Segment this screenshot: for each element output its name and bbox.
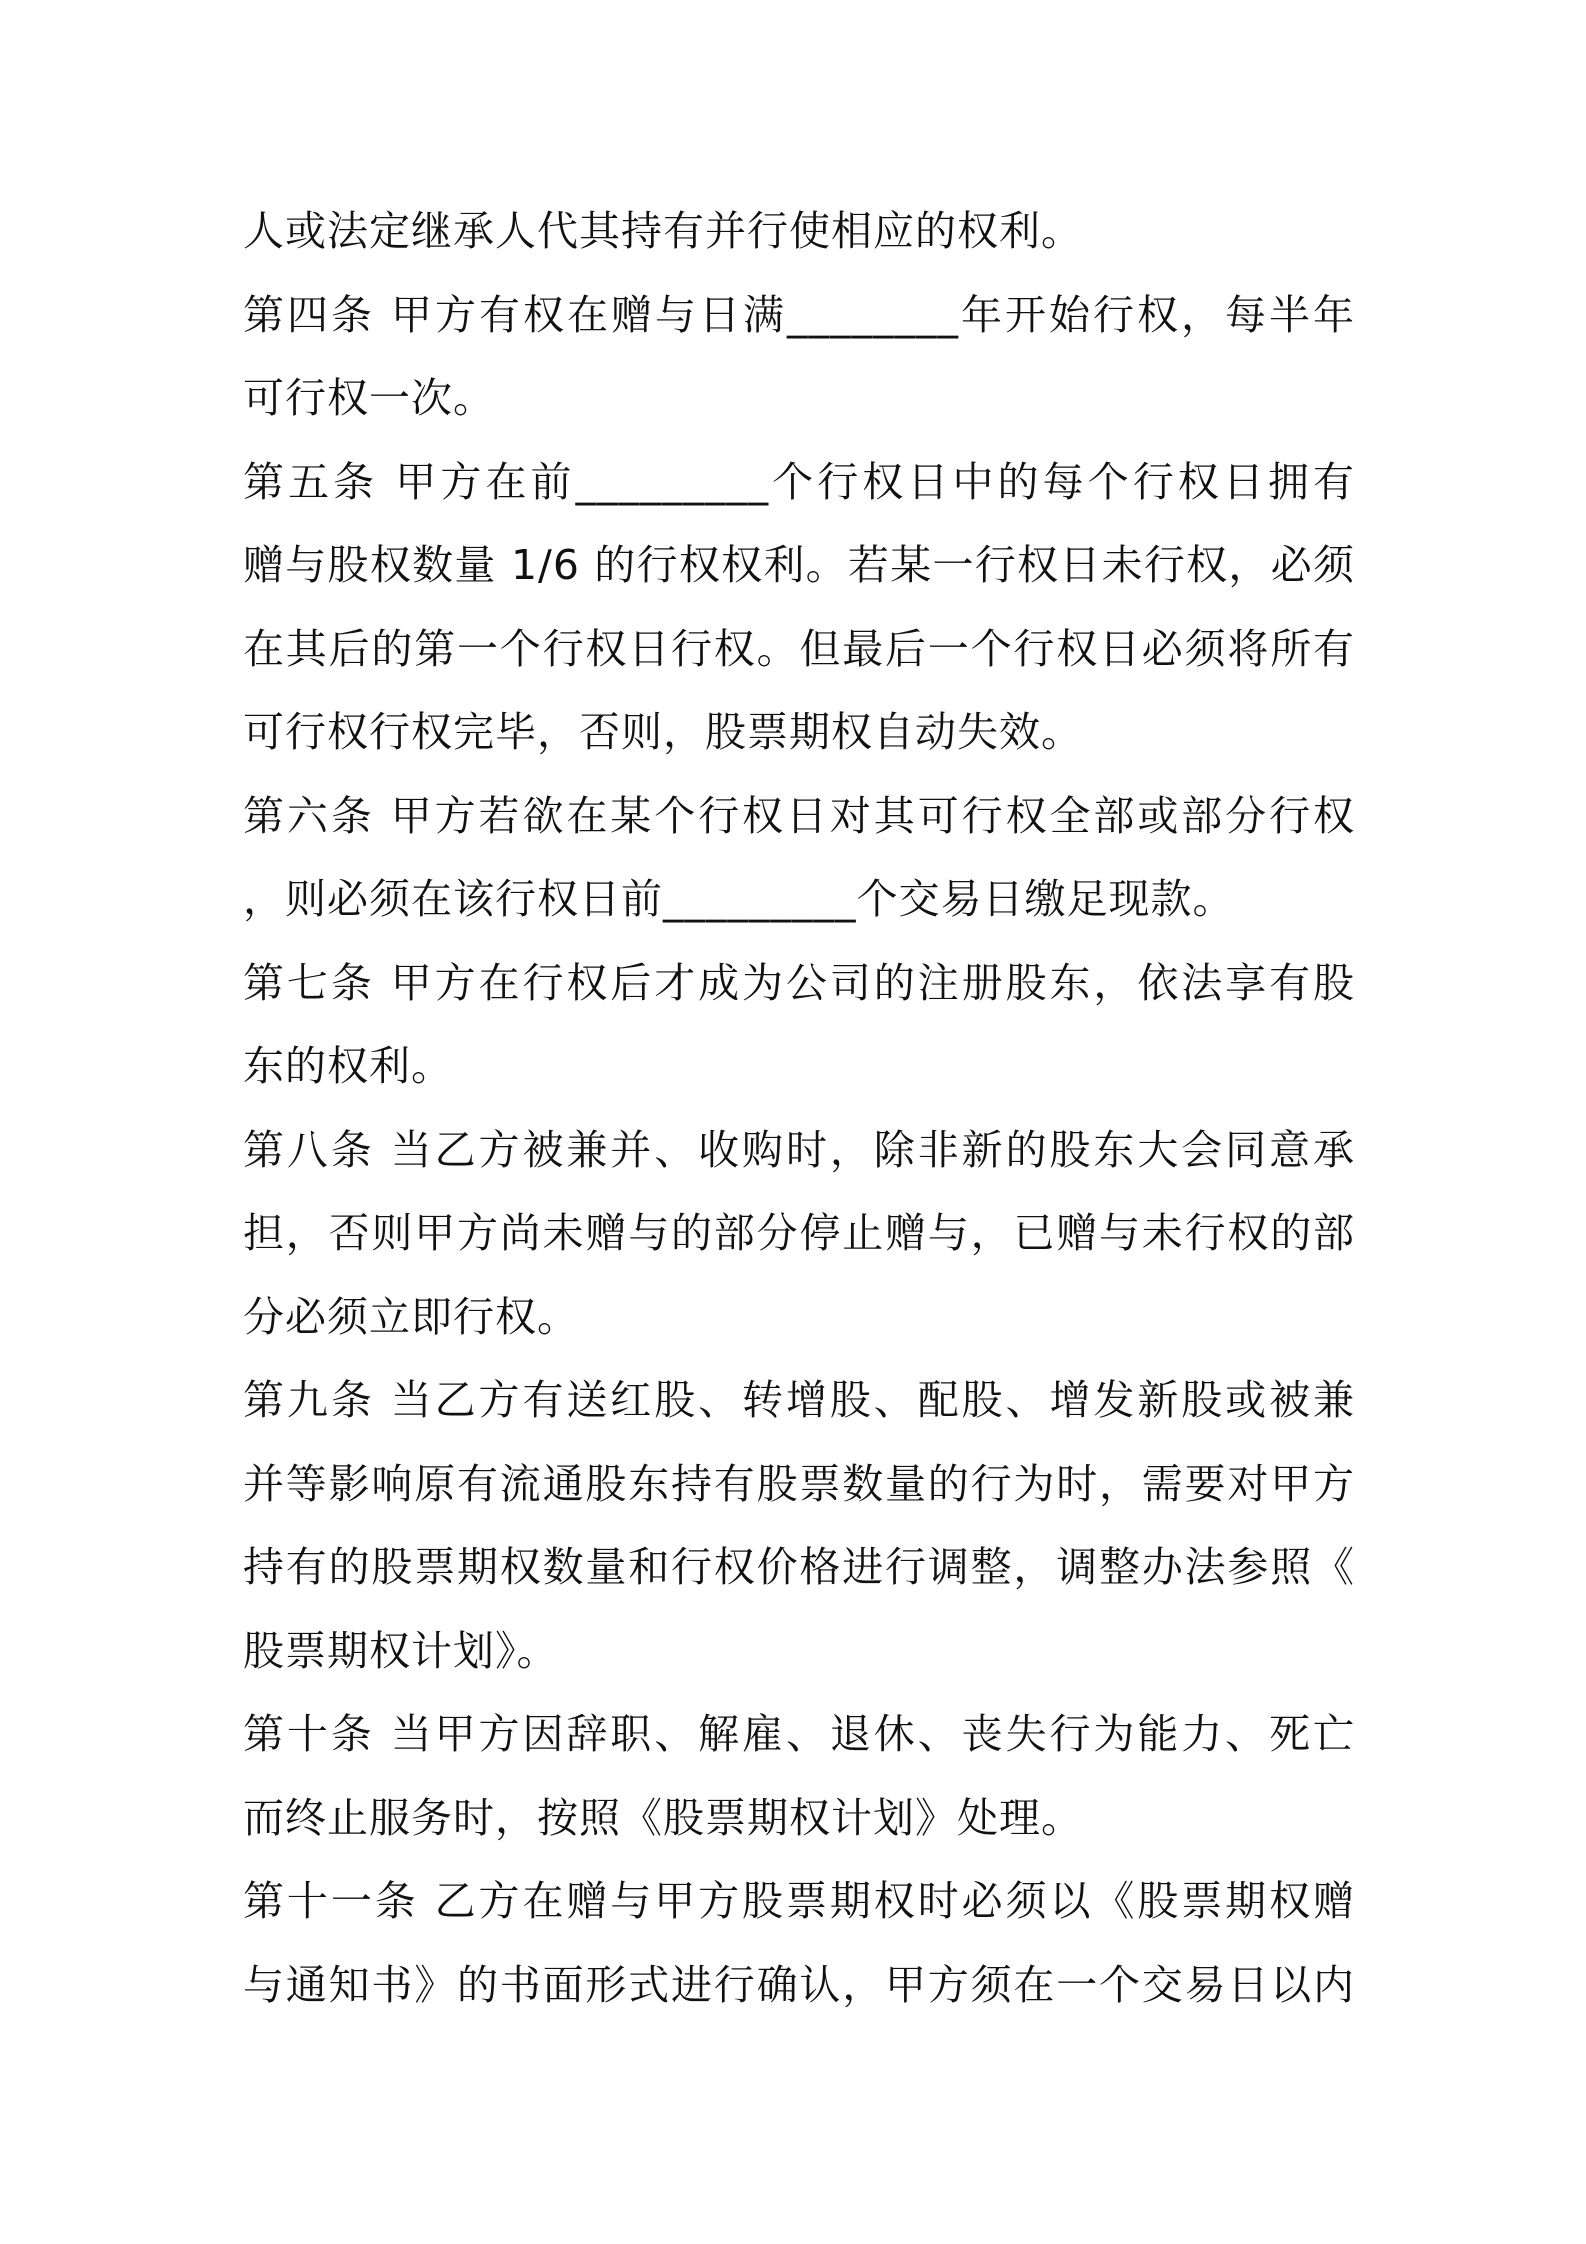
text-line: 可行权一次。 [243,374,495,422]
text-line: 可行权行权完毕，否则，股票期权自动失效。 [243,708,1083,756]
text-line: 赠与股权数量 1/6 的行权权利。若某一行权日未行权，必须 [243,541,1355,589]
text-line: 与通知书》的书面形式进行确认，甲方须在一个交易日以内 [243,1960,1355,2009]
text-line: 第八条 当乙方被兼并、收购时，除非新的股东大会同意承 [243,1125,1355,1174]
text-line: 第九条 当乙方有送红股、转增股、配股、增发新股或被兼 [243,1376,1355,1424]
text-line: 第五条 甲方在前_________个行权日中的每个行权日拥有 [243,457,1355,506]
text-line: ，则必须在该行权日前_________个交易日缴足现款。 [243,875,1235,923]
text-line: 第十条 当甲方因辞职、解雇、退休、丧失行为能力、死亡 [243,1710,1355,1758]
text-line: 第六条 甲方若欲在某个行权日对其可行权全部或部分行权 [243,791,1355,840]
text-line: 第十一条 乙方在赠与甲方股票期权时必须以《股票期权赠 [243,1877,1355,1925]
text-line: 在其后的第一个行权日行权。但最后一个行权日必须将所有 [243,624,1355,673]
text-line: 东的权利。 [243,1042,453,1090]
text-line: 分必须立即行权。 [243,1292,579,1341]
text-line: 并等影响原有流通股东持有股票数量的行为时，需要对甲方 [243,1459,1355,1508]
contract-text [243,190,1355,2027]
text-line: 持有的股票期权数量和行权价格进行调整，调整办法参照《 [243,1543,1355,1591]
text-line: 而终止服务时，按照《股票期权计划》处理。 [243,1793,1083,1842]
text-line: 第四条 甲方有权在赠与日满________年开始行权，每半年 [243,290,1355,339]
text-line: 人或法定继承人代其持有并行使相应的权利。 [243,207,1083,255]
text-line: 第七条 甲方在行权后才成为公司的注册股东，依法享有股 [243,958,1355,1007]
text-line: 担，否则甲方尚未赠与的部分停止赠与，已赠与未行权的部 [243,1209,1355,1257]
text-line: 股票期权计划》。 [243,1626,559,1675]
